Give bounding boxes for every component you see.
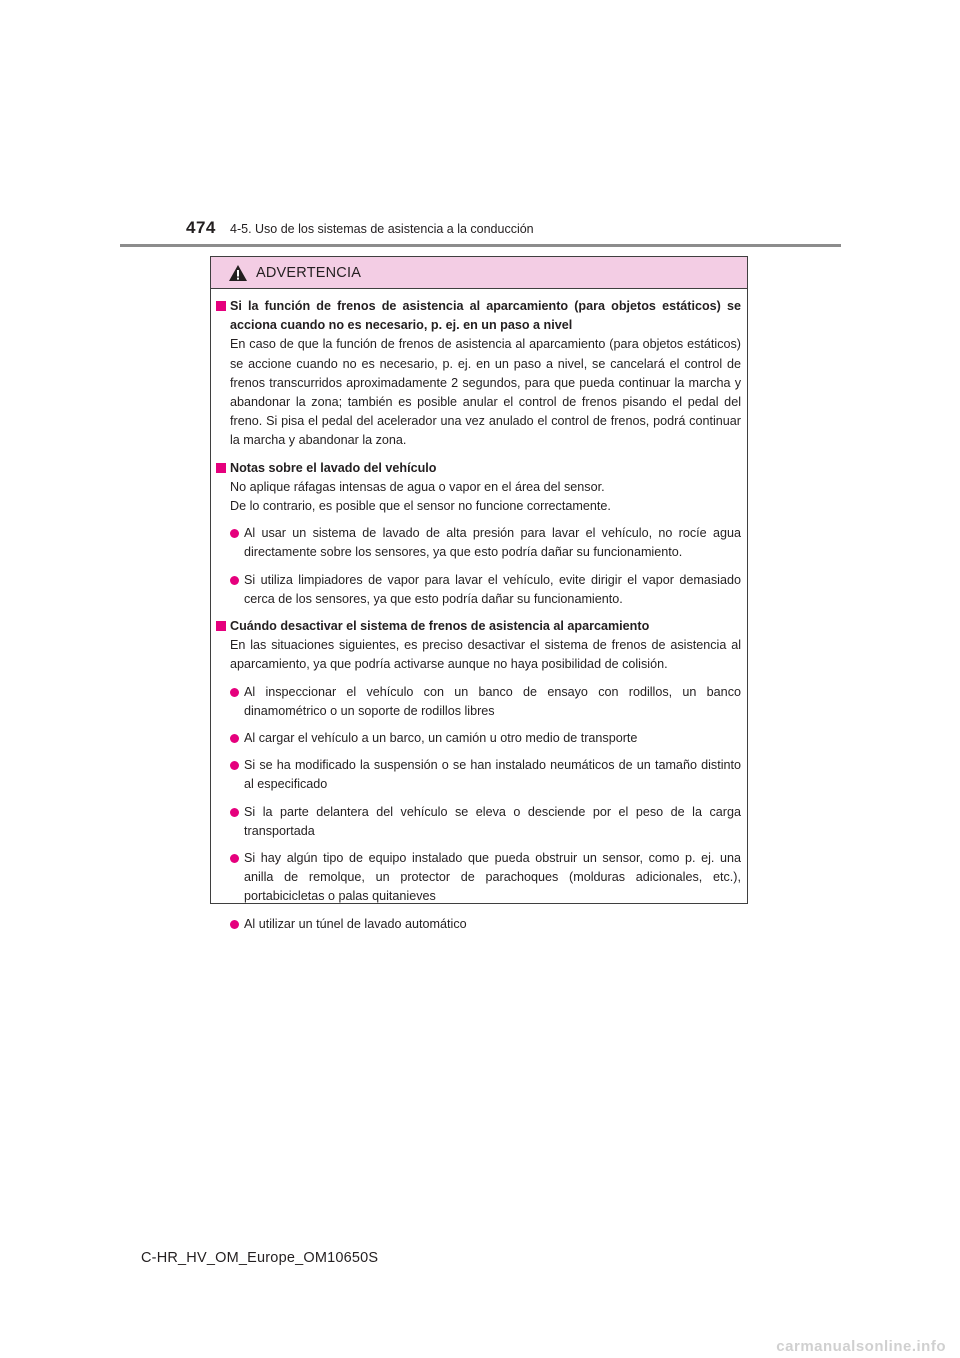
bullet-item <box>230 803 741 841</box>
warning-item <box>216 459 741 609</box>
warning-triangle-icon <box>228 264 248 282</box>
bullet-text: Al inspeccionar el vehículo con un banco de ensayo con rodillos, un banco dinamométrico o un soporte de rodillos libres <box>244 684 741 718</box>
square-bullet-icon <box>216 301 226 311</box>
warning-item <box>216 297 741 451</box>
item-heading-text: Cuándo desactivar el sistema de frenos de asistencia al aparcamiento <box>230 619 650 634</box>
item-paragraph: De lo contrario, es posible que el sensor no funcione correctamente. <box>230 499 611 514</box>
bullet-text: Si utiliza limpiadores de vapor para lavar el vehículo, evite dirigir el vapor demasiado cerca de los sensores, ya que esto podría dañar su funcionamiento. <box>244 572 741 606</box>
square-bullet-icon <box>216 463 226 473</box>
bullet-text: Si se ha modificado la suspensión o se han instalado neumáticos de un tamaño distinto al especificado <box>244 758 741 792</box>
circle-bullet-icon <box>230 808 239 817</box>
bullet-text: Al cargar el vehículo a un barco, un camión u otro medio de transporte <box>244 731 638 746</box>
warning-item <box>216 617 741 934</box>
circle-bullet-icon <box>230 761 239 770</box>
bullet-text: Al usar un sistema de lavado de alta presión para lavar el vehículo, no rocíe agua directamente sobre los sensores, ya que esto podría dañar su funcionamiento. <box>244 526 741 560</box>
item-paragraph: En caso de que la función de frenos de asistencia al aparcamiento (para objetos estáticos) se accione cuando no es necesario, p. ej. en un paso a nivel, se cancelará el control de frenos transcurridos aproximadamente 2 segundos, para que pueda continuar la marcha y abandonar la zona; también es posible anular el control de frenos pisando el pedal del freno. Si pisa el pedal del acelerador una vez anulado el control de frenos, podrá continuar la marcha y abandonar la zona. <box>230 337 741 448</box>
circle-bullet-icon <box>230 576 239 585</box>
bullet-text: Si hay algún tipo de equipo instalado que pueda obstruir un sensor, como p. ej. una anilla de remolque, un protector de parachoques (molduras adicionales, etc.), portabicicletas o palas quitanieves <box>244 851 741 904</box>
bullet-item <box>230 683 741 721</box>
circle-bullet-icon <box>230 920 239 929</box>
warning-header <box>211 257 747 289</box>
bullet-item <box>230 915 741 934</box>
item-heading-text: Si la función de frenos de asistencia al aparcamiento (para objetos estáticos) se acciona cuando no es necesario, p. ej. en un paso a nivel <box>230 299 741 333</box>
footer-document-code: C-HR_HV_OM_Europe_OM10650S <box>141 1250 379 1266</box>
item-heading-text: Notas sobre el lavado del vehículo <box>230 460 437 475</box>
warning-box <box>210 256 748 931</box>
item-paragraph: No aplique ráfagas intensas de agua o vapor en el área del sensor. <box>230 479 605 494</box>
bullet-item <box>230 756 741 794</box>
bullet-item <box>230 524 741 562</box>
section-title: 4-5. Uso de los sistemas de asistencia a la conducción <box>230 222 534 236</box>
bullet-item <box>230 729 741 748</box>
bullet-item <box>230 571 741 609</box>
circle-bullet-icon <box>230 529 239 538</box>
item-heading <box>216 617 741 636</box>
item-heading <box>216 459 741 478</box>
circle-bullet-icon <box>230 734 239 743</box>
circle-bullet-icon <box>230 688 239 697</box>
header-divider <box>120 244 841 247</box>
circle-bullet-icon <box>230 854 239 863</box>
bullet-text: Al utilizar un túnel de lavado automático <box>244 916 467 931</box>
item-heading <box>216 297 741 335</box>
bullet-text: Si la parte delantera del vehículo se eleva o desciende por el peso de la carga transportada <box>244 804 741 838</box>
warning-title: ADVERTENCIA <box>256 264 362 281</box>
bullet-item <box>230 849 741 907</box>
warning-body <box>211 289 747 934</box>
item-paragraph: En las situaciones siguientes, es preciso desactivar el sistema de frenos de asistencia al aparcamiento, ya que podría activarse aunque no haya posibilidad de colisión. <box>230 638 741 672</box>
watermark: carmanualsonline.info <box>776 1338 946 1355</box>
square-bullet-icon <box>216 621 226 631</box>
page-number: 474 <box>186 218 216 237</box>
